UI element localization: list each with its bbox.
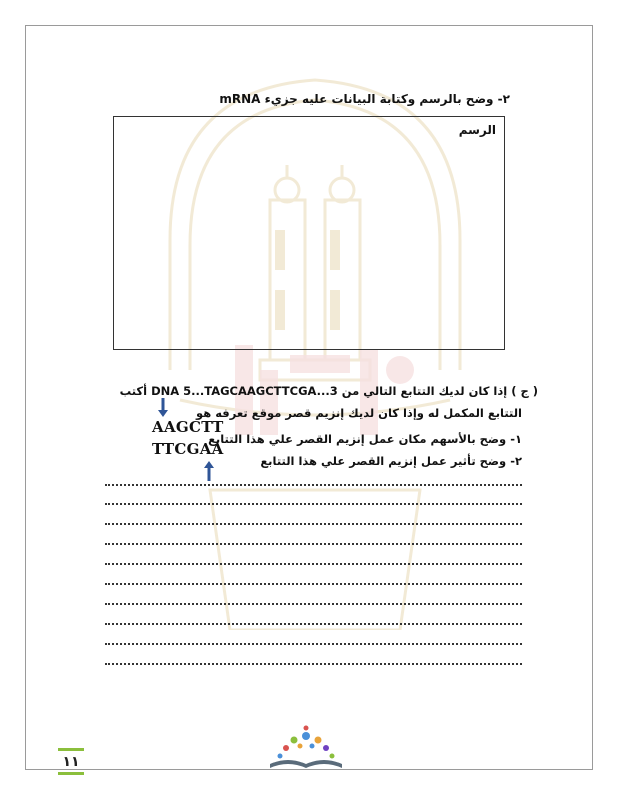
answer-line[interactable]	[105, 543, 522, 545]
page-number	[58, 748, 84, 776]
answer-line[interactable]	[105, 563, 522, 565]
recognition-site-bottom-strand: TTCGAA	[152, 440, 224, 458]
part-c-item-1: ١- وضح بالأسهم مكان عمل إنزيم القصر علي هذا التتابع	[208, 432, 522, 446]
recognition-site-top-strand: AAGCTT	[152, 418, 224, 436]
footer-book-logo	[262, 722, 350, 774]
answer-line[interactable]	[105, 663, 522, 665]
page-number-text: ١١	[62, 754, 80, 770]
part-c-second-line: التتابع المكمل له وإذا كان لديك إنزيم قصر موقع تعرفه هو	[196, 406, 522, 420]
answer-line[interactable]	[105, 623, 522, 625]
answer-line[interactable]	[105, 583, 522, 585]
answer-line[interactable]	[105, 643, 522, 645]
drawing-box-label: الرسم	[458, 123, 496, 137]
drawing-answer-box[interactable]	[113, 116, 505, 350]
page-number-bottom-bar	[58, 772, 84, 775]
answer-line[interactable]	[105, 503, 522, 505]
recognition-site-diagram	[152, 398, 242, 483]
answer-line[interactable]	[105, 523, 522, 525]
part-c-item-2: ٢- وضح تأثير عمل إنزيم القصر علي هذا التتابع	[260, 454, 522, 468]
up-arrow-icon	[203, 461, 215, 481]
question-2-heading: ٢- وضح بالرسم وكتابة البيانات عليه جزيء mRNA	[219, 92, 510, 106]
answer-line[interactable]	[105, 484, 522, 486]
page-number-top-bar	[58, 748, 84, 751]
answer-line[interactable]	[105, 603, 522, 605]
down-arrow-icon	[157, 398, 169, 418]
part-c-intro-line: ( ج ) إذا كان لديك التتابع التالي من DNA 5...TAGCAAGCTTCGA...3 أكتب	[119, 384, 538, 398]
